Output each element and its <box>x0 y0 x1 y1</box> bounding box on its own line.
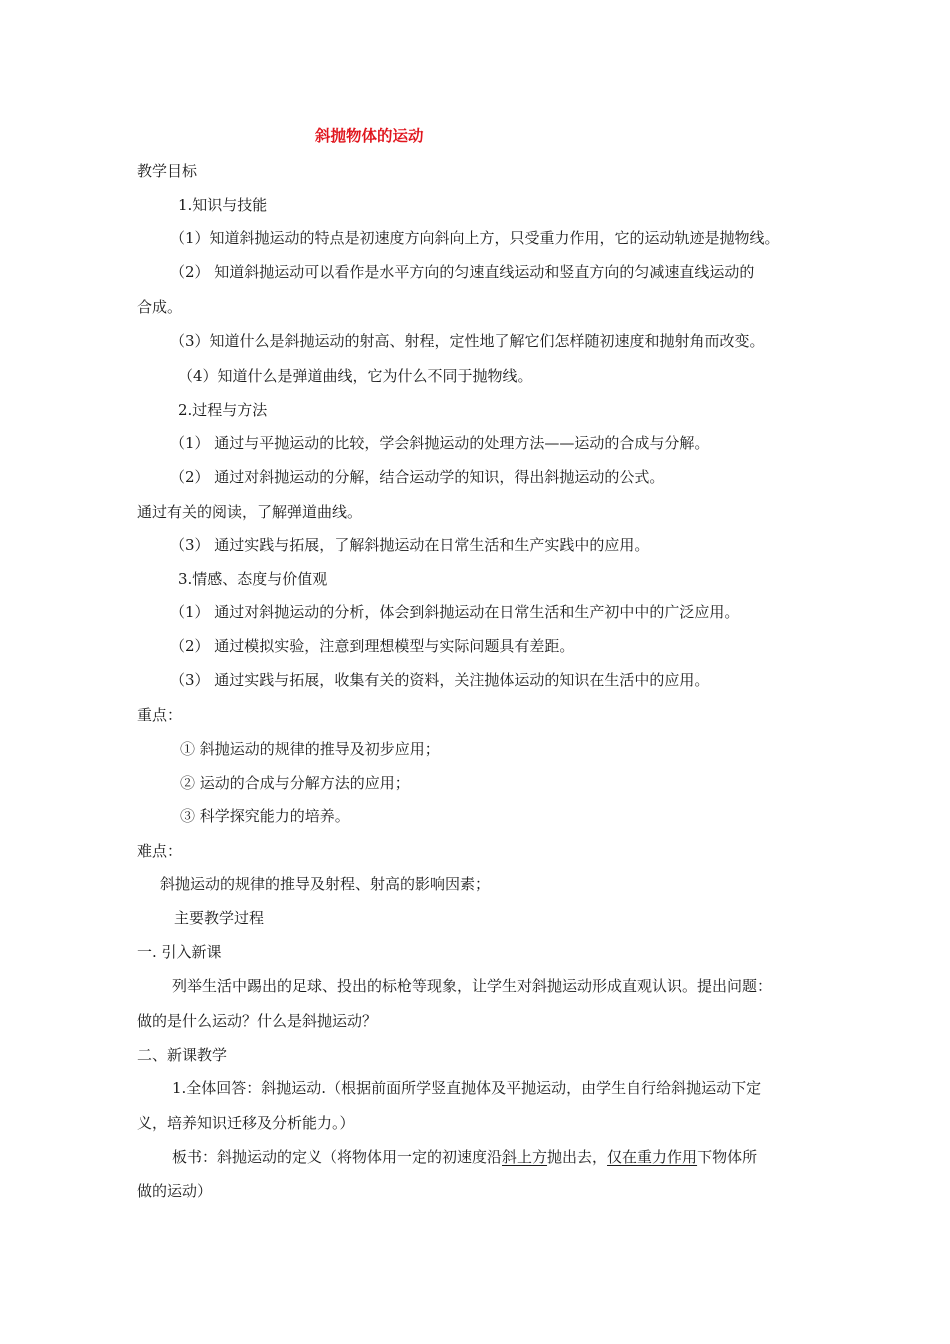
heading-objectives: 教学目标 <box>137 162 198 180</box>
paragraph: 合成。 <box>137 298 183 316</box>
paragraph: （1） 通过与平抛运动的比较，学会斜抛运动的处理方法——运动的合成与分解。 <box>170 434 710 452</box>
paragraph: （3） 通过实践与拓展，了解斜抛运动在日常生活和生产实践中的应用。 <box>170 536 650 554</box>
doc-title: 斜抛物体的运动 <box>315 127 424 145</box>
paragraph: 通过有关的阅读，了解弹道曲线。 <box>137 503 363 521</box>
heading-main-process: 主要教学过程 <box>174 909 265 927</box>
paragraph: （3） 通过实践与拓展，收集有关的资料，关注抛体运动的知识在生活中的应用。 <box>170 671 710 689</box>
paragraph: 列举生活中踢出的足球、投出的标枪等现象，让学生对斜抛运动形成直观认识。提出问题： <box>172 977 773 995</box>
subheading-process: 2.过程与方法 <box>178 401 268 419</box>
board-note-underline-2: 仅在重力作用 <box>607 1148 698 1166</box>
paragraph: （4）知道什么是弹道曲线，它为什么不同于抛物线。 <box>178 367 533 385</box>
paragraph: （2） 通过对斜抛运动的分解，结合运动学的知识，得出斜抛运动的公式。 <box>170 468 665 486</box>
paragraph: 做的运动） <box>137 1182 213 1200</box>
paragraph: 做的是什么运动？什么是斜抛运动？ <box>137 1012 378 1030</box>
paragraph: （1）知道斜抛运动的特点是初速度方向斜向上方，只受重力作用，它的运动轨迹是抛物线。 <box>170 229 780 247</box>
subheading-knowledge: 1.知识与技能 <box>178 196 268 214</box>
paragraph: （2） 通过模拟实验，注意到理想模型与实际问题具有差距。 <box>170 637 575 655</box>
paragraph: 斜抛运动的规律的推导及射程、射高的影响因素； <box>160 875 491 893</box>
board-note <box>172 1147 757 1167</box>
board-note-middle: 抛出去， <box>547 1148 608 1166</box>
board-note-suffix: 下物体所 <box>697 1148 758 1166</box>
list-item: ③ 科学探究能力的培养。 <box>180 807 350 825</box>
board-note-prefix: 板书：斜抛运动的定义（将物体用一定的初速度沿 <box>172 1148 503 1166</box>
subheading-attitude: 3.情感、态度与价值观 <box>178 570 328 588</box>
list-item: ① 斜抛运动的规律的推导及初步应用； <box>180 740 440 758</box>
paragraph: （2） 知道斜抛运动可以看作是水平方向的匀速直线运动和竖直方向的匀减速直线运动的 <box>170 263 755 281</box>
heading-key-points: 重点： <box>137 706 183 724</box>
board-note-underline-1: 斜上方 <box>502 1148 548 1166</box>
paragraph: （3）知道什么是斜抛运动的射高、射程，定性地了解它们怎样随初速度和抛射角而改变。 <box>170 332 765 350</box>
paragraph: 1.全体回答：斜抛运动.（根据前面所学竖直抛体及平抛运动，由学生自行给斜抛运动下定 <box>172 1079 762 1097</box>
section-heading-intro: 一. 引入新课 <box>137 943 222 961</box>
heading-difficulties: 难点： <box>137 842 183 860</box>
paragraph: 义，培养知识迁移及分析能力。） <box>137 1114 355 1132</box>
list-item: ② 运动的合成与分解方法的应用； <box>180 774 410 792</box>
section-heading-new-lesson: 二、新课教学 <box>137 1046 228 1064</box>
paragraph: （1） 通过对斜抛运动的分析，体会到斜抛运动在日常生活和生产初中中的广泛应用。 <box>170 603 740 621</box>
